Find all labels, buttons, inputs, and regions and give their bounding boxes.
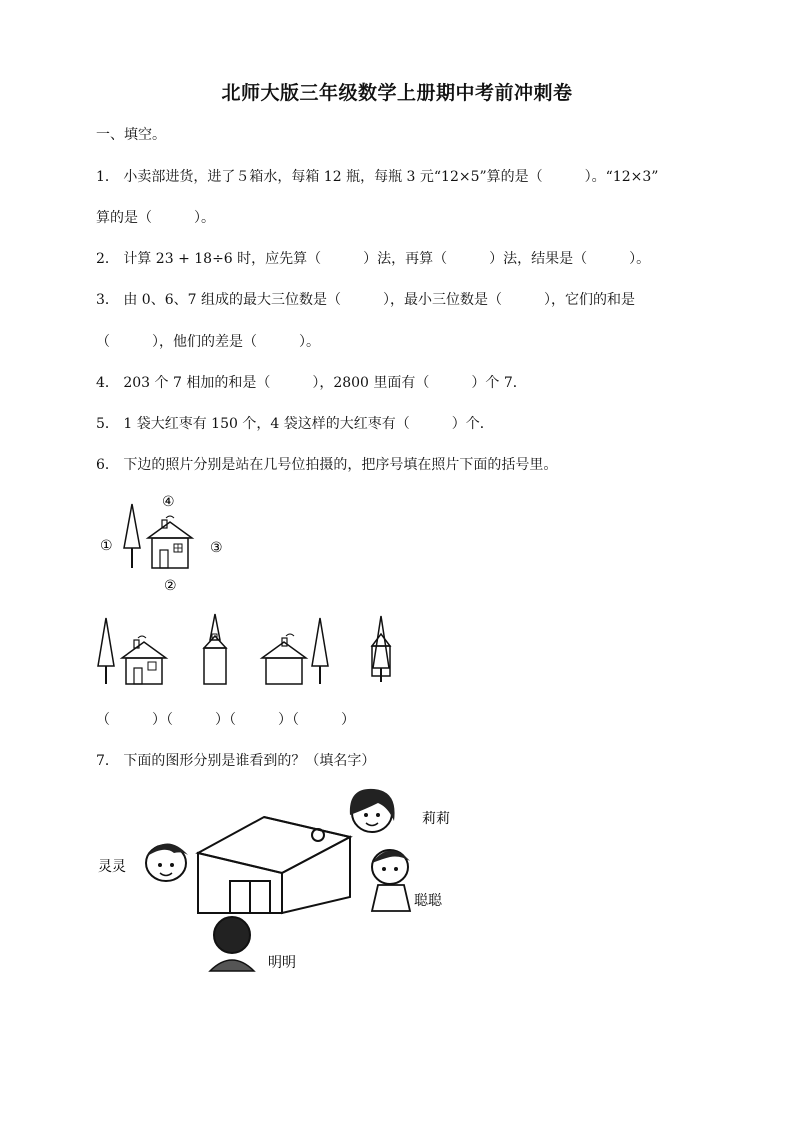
question-5: 5． 1 袋大红枣有 150 个，4 袋这样的大红枣有（ ）个． xyxy=(96,416,494,432)
position-diagram xyxy=(96,490,256,600)
question-2: 2． 计算 23 + 18÷6 时，应先算（ ）法，再算（ ）法，结果是（ ）。 xyxy=(96,251,651,267)
section-heading: 一、填空。 xyxy=(96,127,166,143)
question-1-line-2: 算的是（ ）。 xyxy=(96,210,215,226)
child-lingling xyxy=(146,843,188,881)
house-viewers-diagram xyxy=(96,785,476,975)
photo-2 xyxy=(204,614,226,684)
question-6: 6． 下边的照片分别是站在几号位拍摄的，把序号填在照片下面的括号里。 xyxy=(96,457,558,473)
photo-answer-blanks: （ ）（ ）（ ）（ ） xyxy=(96,712,355,728)
question-1-line-1: 1． 小卖部进货，进了５箱水，每箱 12 瓶，每瓶 3 元“12×5”算的是（ ）。“12×3” xyxy=(96,169,659,185)
position-1-marker: ① xyxy=(100,538,113,554)
child-lili xyxy=(350,789,395,832)
child-mingming xyxy=(210,917,254,971)
question-4: 4． 203 个 7 相加的和是（ ），2800 里面有（ ）个 7． xyxy=(96,375,527,391)
name-congcong: 聪聪 xyxy=(414,893,442,909)
position-4-marker: ④ xyxy=(162,494,175,510)
house-drawing xyxy=(198,817,350,913)
position-2-marker: ② xyxy=(164,578,177,594)
photo-1 xyxy=(98,618,166,684)
question-3-line-1: 3． 由 0、6、7 组成的最大三位数是（ ），最小三位数是（ ），它们的和是 xyxy=(96,292,635,308)
photo-options xyxy=(96,608,396,693)
page-title: 北师大版三年级数学上册期中考前冲刺卷 xyxy=(221,82,573,104)
question-7: 7． 下面的图形分别是谁看到的？（填名字） xyxy=(96,753,376,769)
position-3-marker: ③ xyxy=(210,540,223,556)
name-mingming: 明明 xyxy=(268,955,296,971)
name-lingling: 灵灵 xyxy=(98,859,126,875)
name-lili: 莉莉 xyxy=(422,811,450,827)
child-congcong xyxy=(372,850,410,911)
photo-3 xyxy=(262,618,328,684)
photo-4 xyxy=(372,616,390,682)
question-3-line-2: （ ），他们的差是（ ）。 xyxy=(96,334,320,350)
